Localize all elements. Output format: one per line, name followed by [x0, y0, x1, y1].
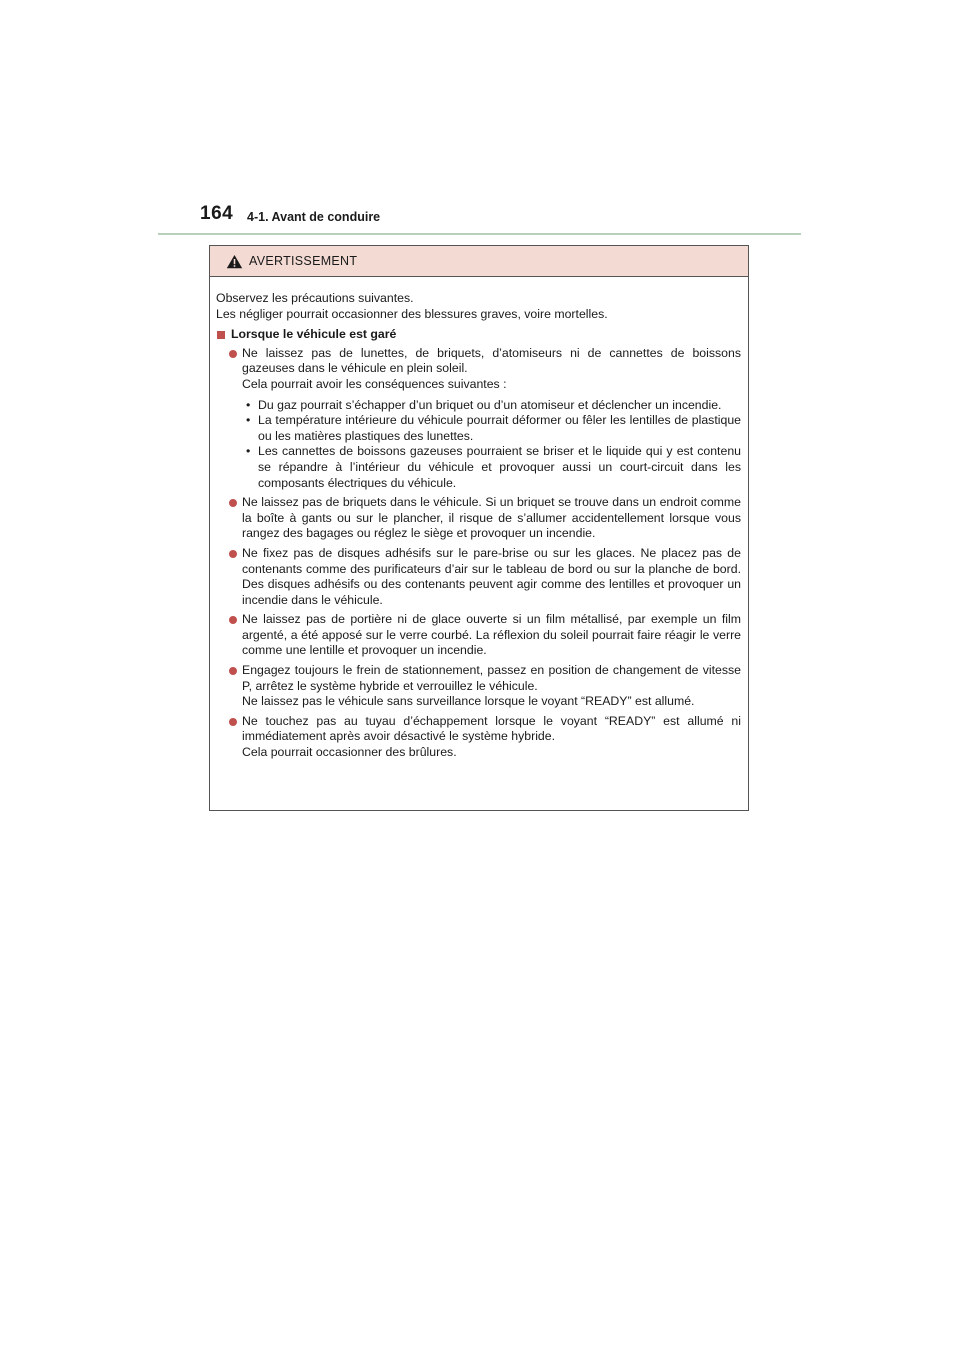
- intro-line: Les négliger pourrait occasionner des blessures graves, voire mortelles.: [216, 306, 608, 321]
- sub-list: [242, 398, 741, 492]
- warning-triangle-icon: [226, 254, 243, 269]
- page-number: 164: [200, 203, 234, 224]
- list-item: [216, 663, 741, 710]
- item-text: Ne laissez pas de lunettes, de briquets, d’atomiseurs ni de cannettes de boissons gazeuses dans le véhicule en plein soleil.: [242, 345, 741, 376]
- circle-bullet-icon: [229, 718, 237, 726]
- intro-line: Observez les précautions suivantes.: [216, 291, 414, 305]
- sub-list-item: [242, 398, 741, 414]
- item-text: Ne fixez pas de disques adhésifs sur le pare-brise ou sur les glaces. Ne placez pas de contenants comme des purificateurs d’air sur le tableau de bord ou sur la planche de bord. Des disques adhésifs ou des contenants peuvent agir comme des lentilles et provoquer un incendie dans le véhicule.: [242, 545, 741, 607]
- sub-list-item: [242, 413, 741, 444]
- item-text: Ne touchez pas au tuyau d’échappement lorsque le voyant “READY” est allumé ni immédiatement après avoir désactivé le système hybride.: [242, 713, 741, 744]
- square-bullet-icon: [217, 331, 225, 339]
- list-item: [216, 495, 741, 542]
- sub-bullet-marker: •: [246, 413, 251, 428]
- sub-item-text: Les cannettes de boissons gazeuses pourraient se briser et le liquide qui y est contenu se répandre à l’intérieur du véhicule et provoquer aussi un court-circuit dans les composants électriques du véhicule.: [258, 444, 741, 490]
- circle-bullet-icon: [229, 667, 237, 675]
- list-item: [216, 714, 741, 761]
- item-text: Ne laissez pas de portière ni de glace ouverte si un film métallisé, par exemple un film argenté, a été apposé sur le verre courbé. La réflexion du soleil pourrait faire réagir le verre comme une lentille et provoquer un incendie.: [242, 612, 741, 658]
- warning-body: [210, 277, 748, 761]
- list-item: [216, 612, 741, 659]
- warning-title: AVERTISSEMENT: [249, 254, 358, 268]
- sub-list-item: [242, 444, 741, 491]
- section-title: 4-1. Avant de conduire: [247, 210, 381, 224]
- sub-item-text: Du gaz pourrait s’échapper d’un briquet ou d’un atomiseur et déclencher un incendie.: [258, 397, 722, 412]
- warning-header: [210, 246, 748, 277]
- sub-item-text: La température intérieure du véhicule pourrait déformer ou fêler les lentilles de plastique ou les matières plastiques des lunettes.: [258, 413, 741, 443]
- item-text: Ne laissez pas le véhicule sans surveillance lorsque le voyant “READY” est allumé.: [242, 694, 695, 709]
- circle-bullet-icon: [229, 616, 237, 624]
- header-rule: [158, 233, 801, 235]
- subheading: [216, 327, 741, 343]
- sub-bullet-marker: •: [246, 397, 251, 412]
- item-text: Ne laissez pas de briquets dans le véhicule. Si un briquet se trouve dans un endroit comme la boîte à gants ou sur le plancher, il risque de s’allumer accidentellement lorsque vous rangez des bagages ou réglez le siège et provoquer un incendie.: [242, 495, 741, 541]
- item-text: Engagez toujours le frein de stationnement, passez en position de changement de vitesse P, arrêtez le système hybride et verrouillez le véhicule.: [242, 663, 741, 693]
- circle-bullet-icon: [229, 350, 237, 358]
- list-item: [216, 346, 741, 491]
- sub-bullet-marker: •: [246, 444, 251, 459]
- item-text: Cela pourrait occasionner des brûlures.: [242, 745, 457, 760]
- circle-bullet-icon: [229, 550, 237, 558]
- subheading-text: Lorsque le véhicule est garé: [231, 327, 397, 342]
- circle-bullet-icon: [229, 499, 237, 507]
- item-text: Cela pourrait avoir les conséquences suivantes :: [242, 376, 507, 391]
- warning-box: [209, 245, 749, 811]
- list-item: [216, 546, 741, 608]
